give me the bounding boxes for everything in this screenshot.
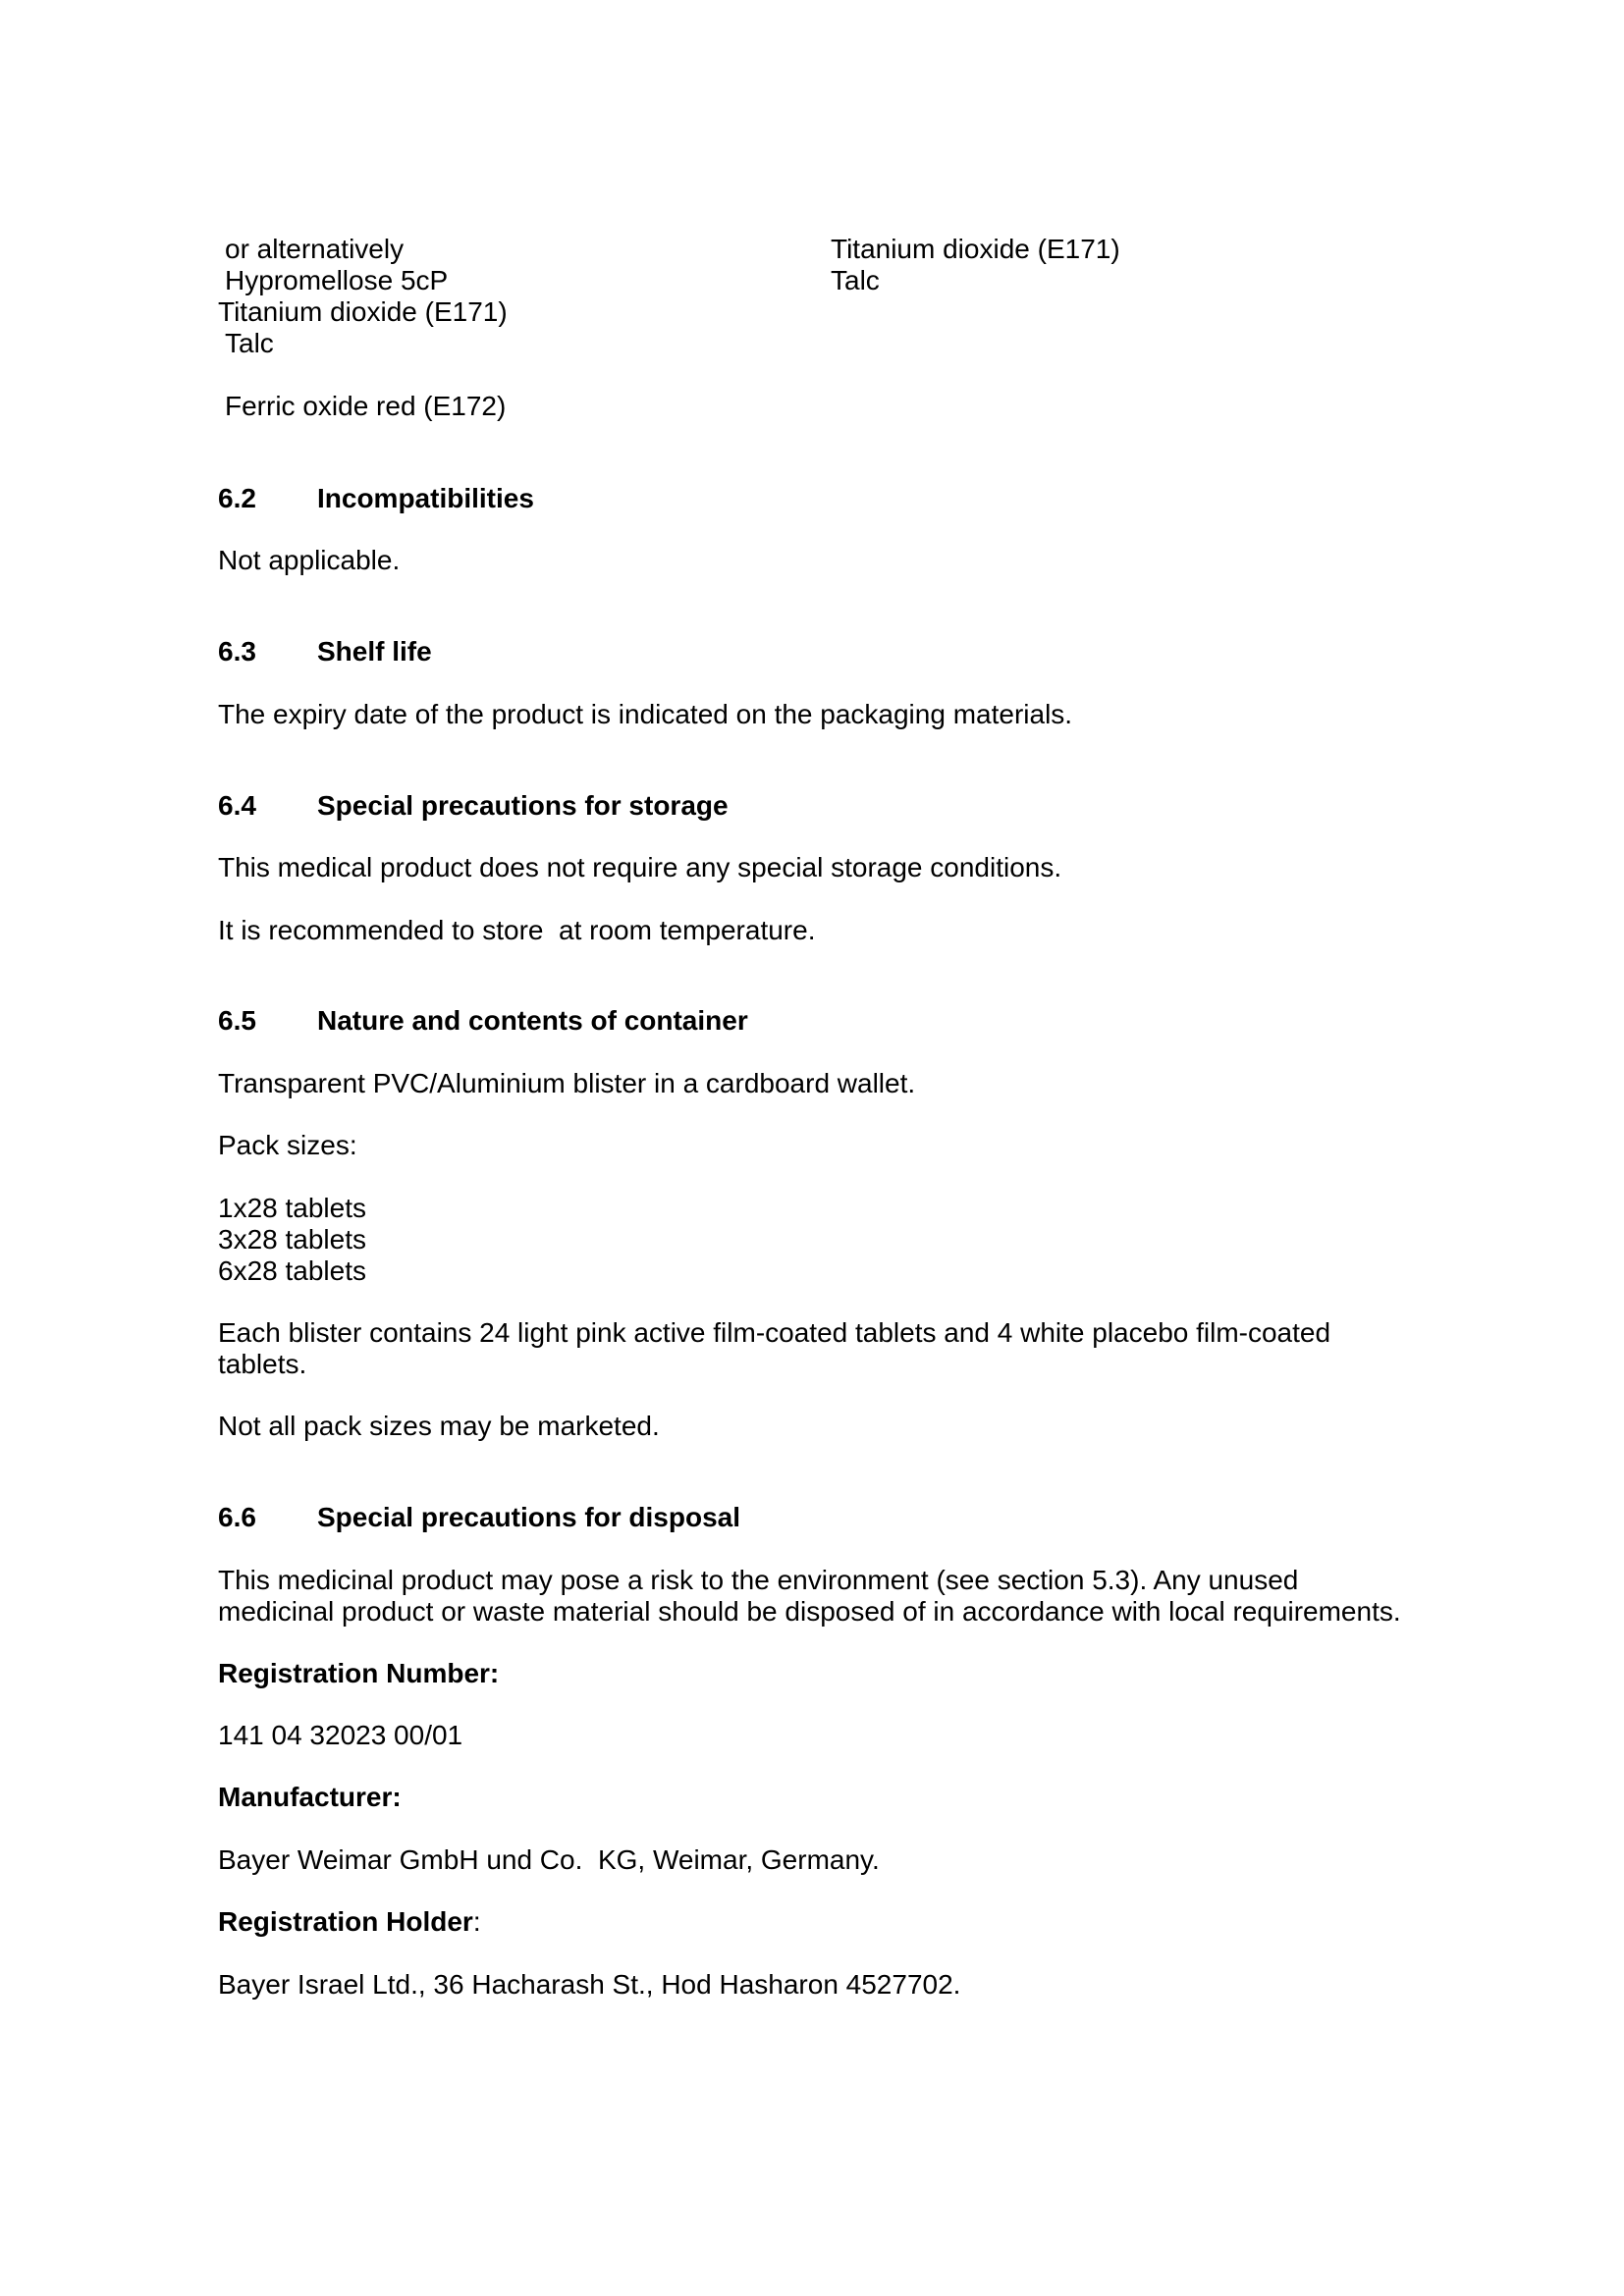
pack-size-item: 6x28 tablets: [218, 1255, 366, 1286]
section-number: 6.2: [218, 483, 256, 513]
section-6-5-body-1: Transparent PVC/Aluminium blister in a cardboard wallet.: [218, 1068, 916, 1098]
excipient-right-titanium-dioxide: Titanium dioxide (E171): [831, 234, 1120, 264]
pack-size-item: 3x28 tablets: [218, 1224, 366, 1255]
section-6-2-body: Not applicable.: [218, 545, 401, 575]
section-6-5-body-2-line-2: tablets.: [218, 1349, 307, 1379]
registration-holder-label: Registration Holder: [218, 1906, 473, 1937]
excipient-talc: Talc: [225, 328, 274, 358]
section-6-5-body-2-line-1: Each blister contains 24 light pink active film-coated tablets and 4 white placebo film-coated: [218, 1317, 1331, 1348]
manufacturer-label: Manufacturer:: [218, 1782, 402, 1812]
section-title: Nature and contents of container: [317, 1005, 748, 1036]
section-6-5-body-3: Not all pack sizes may be marketed.: [218, 1411, 660, 1441]
section-title: Special precautions for storage: [317, 790, 729, 821]
pack-size-item: 1x28 tablets: [218, 1193, 366, 1223]
registration-holder-colon: :: [472, 1906, 481, 1937]
section-number: 6.6: [218, 1502, 256, 1532]
excipient-or-alternatively: or alternatively: [225, 234, 405, 264]
section-6-6-body-line-1: This medicinal product may pose a risk to the environment (see section 5.3). Any unused: [218, 1565, 1299, 1595]
excipient-hypromellose: Hypromellose 5cP: [225, 265, 449, 295]
section-6-6-body-line-2: medicinal product or waste material should be disposed of in accordance with local requirements.: [218, 1596, 1401, 1627]
section-title: Special precautions for disposal: [317, 1502, 741, 1532]
section-title: Incompatibilities: [317, 483, 534, 513]
section-number: 6.4: [218, 790, 256, 821]
section-6-4-body-2: It is recommended to store at room temperature.: [218, 915, 816, 945]
registration-holder-heading: [218, 1906, 481, 1938]
section-number: 6.3: [218, 636, 256, 667]
manufacturer-value: Bayer Weimar GmbH und Co. KG, Weimar, Germany.: [218, 1844, 880, 1875]
registration-number-label: Registration Number:: [218, 1658, 500, 1688]
excipient-titanium-dioxide: Titanium dioxide (E171): [218, 296, 508, 327]
registration-holder-value: Bayer Israel Ltd., 36 Hacharash St., Hod Hasharon 4527702.: [218, 1969, 961, 2000]
excipient-right-talc: Talc: [831, 265, 880, 295]
section-number: 6.5: [218, 1005, 256, 1036]
section-title: Shelf life: [317, 636, 432, 667]
pack-sizes-label: Pack sizes:: [218, 1130, 357, 1160]
section-6-4-body-1: This medical product does not require any special storage conditions.: [218, 852, 1062, 882]
excipient-ferric-oxide: Ferric oxide red (E172): [225, 391, 507, 421]
registration-number-value: 141 04 32023 00/01: [218, 1720, 463, 1750]
section-6-3-body: The expiry date of the product is indicated on the packaging materials.: [218, 699, 1073, 729]
